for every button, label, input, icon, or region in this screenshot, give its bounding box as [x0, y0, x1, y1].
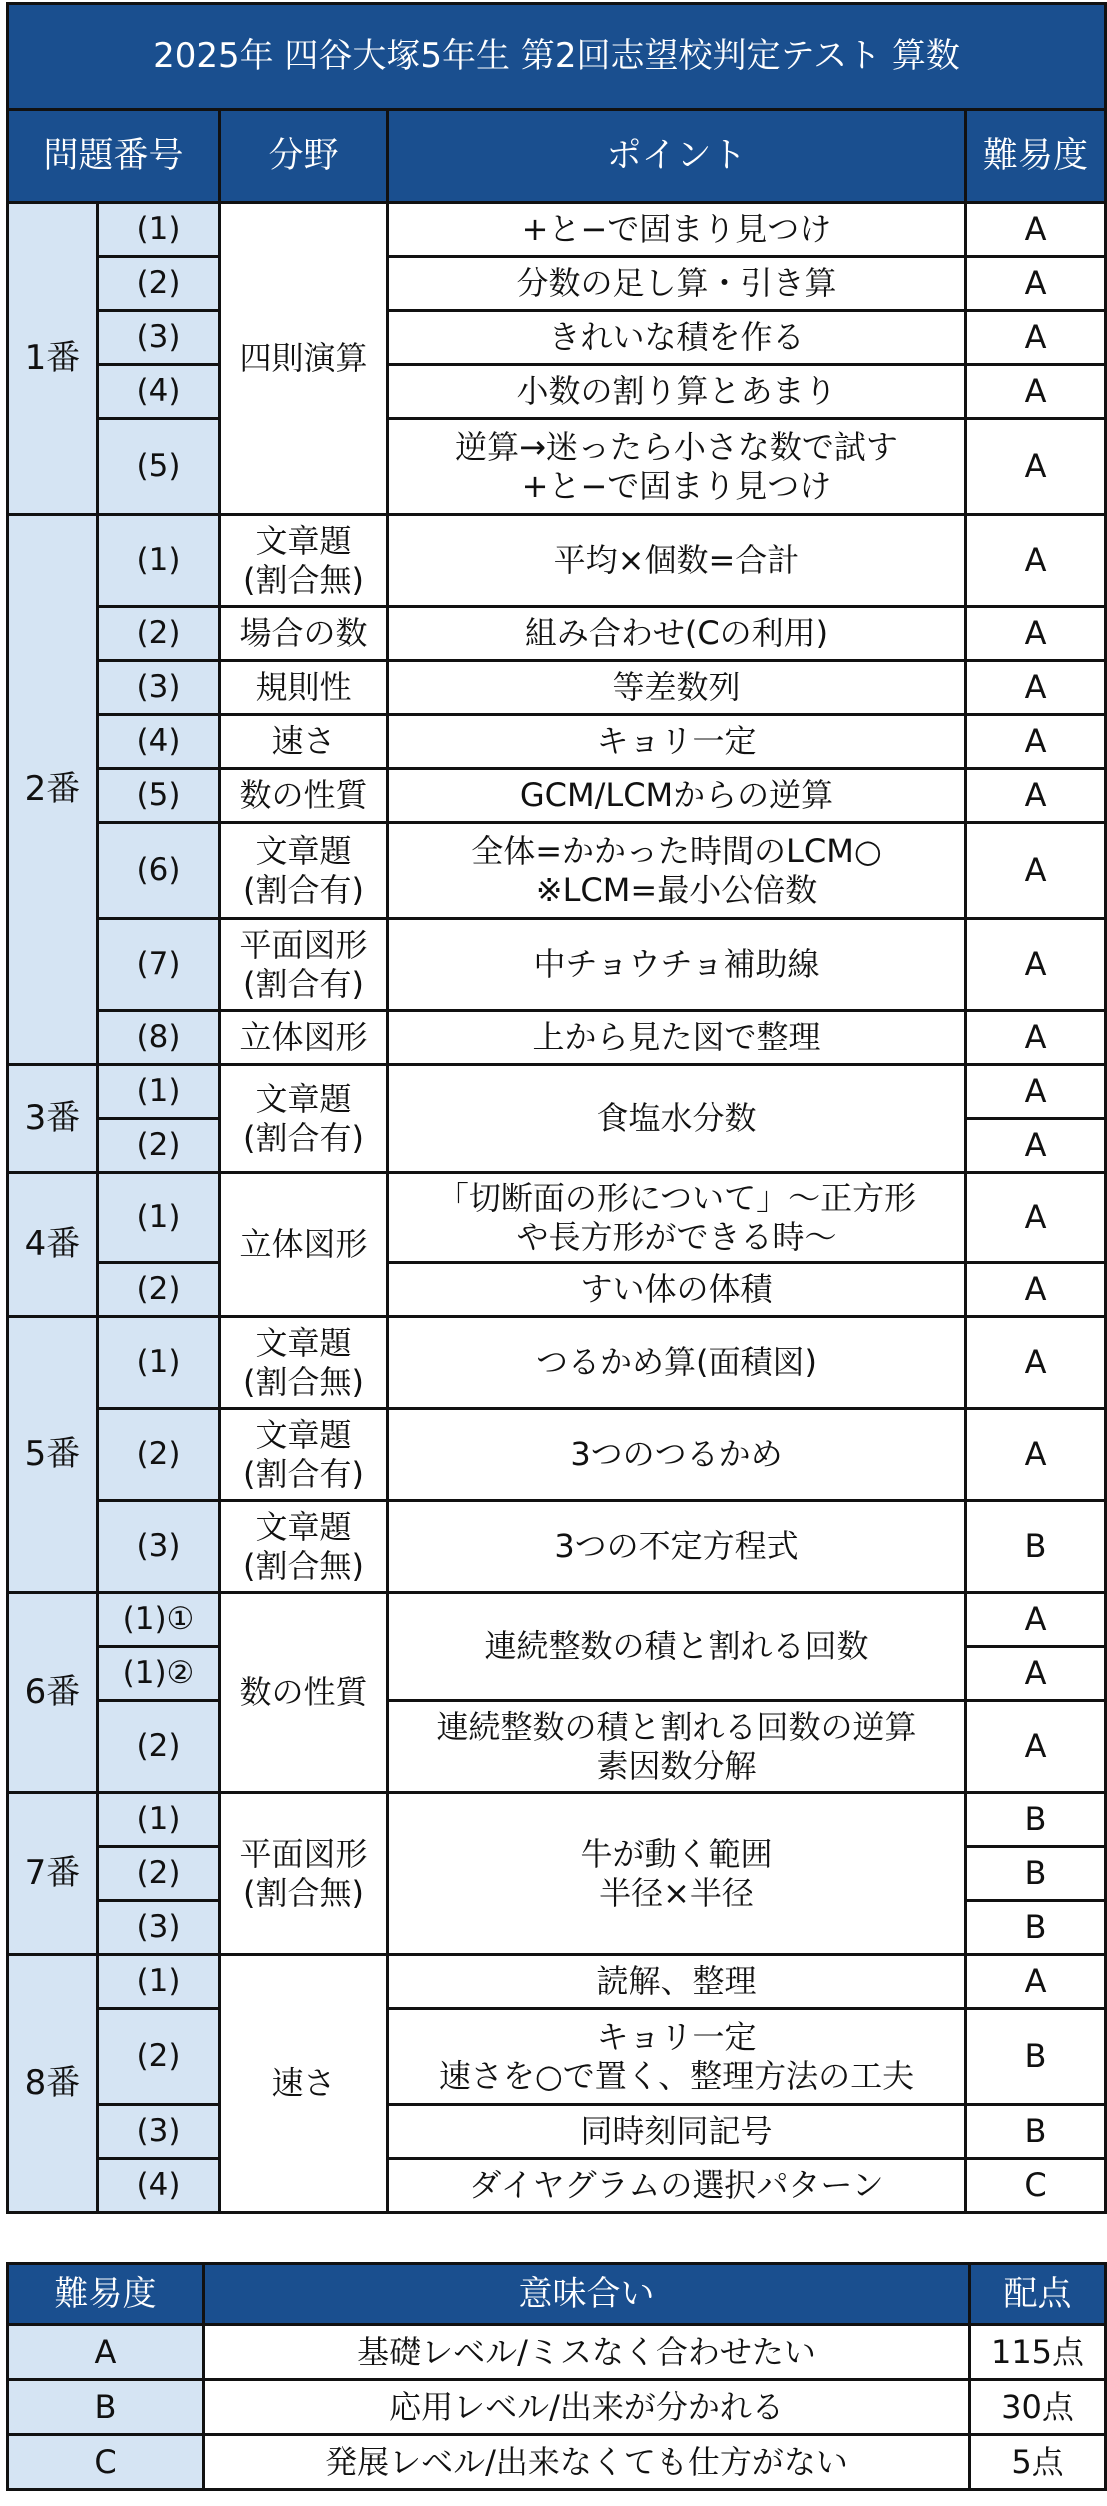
problem-number: 6番 — [8, 1593, 98, 1793]
difficulty-cell: A — [966, 1701, 1106, 1793]
point-cell: 食塩水分数 — [388, 1065, 966, 1173]
problem-table — [6, 2, 1107, 2214]
difficulty-cell: A — [966, 1409, 1106, 1501]
sub-number: (3) — [98, 311, 220, 365]
point-cell: 読解、整理 — [388, 1955, 966, 2009]
header-point: ポイント — [388, 110, 966, 203]
header-field: 分野 — [220, 110, 388, 203]
problem-number: 5番 — [8, 1317, 98, 1593]
point-cell: キョリ一定 速さを○で置く、整理方法の工夫 — [388, 2009, 966, 2105]
sub-number: (3) — [98, 661, 220, 715]
problem-number: 1番 — [8, 203, 98, 515]
point-cell: 全体=かかった時間のLCM○ ※LCM=最小公倍数 — [388, 823, 966, 919]
table-row — [8, 919, 1106, 1011]
sub-number: (2) — [98, 1263, 220, 1317]
field-cell: 文章題 (割合無) — [220, 515, 388, 607]
header-row — [8, 110, 1106, 203]
sub-number: (1) — [98, 1793, 220, 1847]
difficulty-cell: A — [966, 1317, 1106, 1409]
point-cell: 牛が動く範囲 半径×半径 — [388, 1793, 966, 1955]
sub-number: (3) — [98, 2105, 220, 2159]
field-cell: 文章題 (割合有) — [220, 1065, 388, 1173]
table-row — [8, 769, 1106, 823]
point-cell: 連続整数の積と割れる回数の逆算 素因数分解 — [388, 1701, 966, 1793]
problem-number: 7番 — [8, 1793, 98, 1955]
legend-meaning: 発展レベル/出来なくても仕方がない — [204, 2435, 970, 2490]
difficulty-cell: A — [966, 1119, 1106, 1173]
difficulty-cell: A — [966, 311, 1106, 365]
sub-number: (8) — [98, 1011, 220, 1065]
legend-grade: A — [8, 2325, 204, 2380]
sub-number: (1) — [98, 1173, 220, 1263]
sub-number: (1) — [98, 515, 220, 607]
difficulty-cell: A — [966, 1593, 1106, 1647]
point-cell: +と−で固まり見つけ — [388, 203, 966, 257]
difficulty-cell: A — [966, 1011, 1106, 1065]
table-row — [8, 419, 1106, 515]
legend-header-grade: 難易度 — [8, 2264, 204, 2325]
sub-number: (2) — [98, 1847, 220, 1901]
table-row — [8, 1065, 1106, 1119]
sub-number: (2) — [98, 1701, 220, 1793]
field-cell: 文章題 (割合有) — [220, 823, 388, 919]
difficulty-cell: A — [966, 1647, 1106, 1701]
point-cell: 上から見た図で整理 — [388, 1011, 966, 1065]
difficulty-cell: A — [966, 1173, 1106, 1263]
point-cell: キョリ一定 — [388, 715, 966, 769]
difficulty-cell: A — [966, 607, 1106, 661]
point-cell: 中チョウチョ補助線 — [388, 919, 966, 1011]
sub-number: (2) — [98, 2009, 220, 2105]
legend-points: 115点 — [970, 2325, 1106, 2380]
sub-number: (1)① — [98, 1593, 220, 1647]
sub-number: (3) — [98, 1501, 220, 1593]
point-cell: ダイヤグラムの選択パターン — [388, 2159, 966, 2213]
table-row — [8, 1701, 1106, 1793]
point-cell: 連続整数の積と割れる回数 — [388, 1593, 966, 1701]
problem-number: 3番 — [8, 1065, 98, 1173]
field-cell: 立体図形 — [220, 1173, 388, 1317]
table-row — [8, 2009, 1106, 2105]
point-cell: 分数の足し算・引き算 — [388, 257, 966, 311]
table-row — [8, 661, 1106, 715]
legend-meaning: 応用レベル/出来が分かれる — [204, 2380, 970, 2435]
field-cell: 文章題 (割合有) — [220, 1409, 388, 1501]
sub-number: (2) — [98, 1409, 220, 1501]
difficulty-cell: A — [966, 919, 1106, 1011]
table-row — [8, 1263, 1106, 1317]
difficulty-cell: A — [966, 257, 1106, 311]
header-difficulty: 難易度 — [966, 110, 1106, 203]
legend-header-row — [8, 2264, 1106, 2325]
difficulty-cell: A — [966, 1955, 1106, 2009]
table-row — [8, 2105, 1106, 2159]
difficulty-cell: B — [966, 2009, 1106, 2105]
sub-number: (1) — [98, 1065, 220, 1119]
sub-number: (1) — [98, 1317, 220, 1409]
legend-points: 30点 — [970, 2380, 1106, 2435]
point-cell: 等差数列 — [388, 661, 966, 715]
difficulty-cell: A — [966, 1263, 1106, 1317]
legend-grade: C — [8, 2435, 204, 2490]
difficulty-cell: A — [966, 515, 1106, 607]
legend-row — [8, 2380, 1106, 2435]
difficulty-cell: B — [966, 2105, 1106, 2159]
field-cell: 文章題 (割合無) — [220, 1501, 388, 1593]
field-cell: 立体図形 — [220, 1011, 388, 1065]
point-cell: 小数の割り算とあまり — [388, 365, 966, 419]
table-row — [8, 823, 1106, 919]
difficulty-cell: A — [966, 419, 1106, 515]
sub-number: (5) — [98, 419, 220, 515]
table-row — [8, 607, 1106, 661]
legend-header-meaning: 意味合い — [204, 2264, 970, 2325]
point-cell: 3つの不定方程式 — [388, 1501, 966, 1593]
difficulty-cell: B — [966, 1847, 1106, 1901]
legend-table — [6, 2262, 1107, 2491]
sub-number: (5) — [98, 769, 220, 823]
difficulty-cell: A — [966, 661, 1106, 715]
point-cell: 逆算→迷ったら小さな数で試す +と−で固まり見つけ — [388, 419, 966, 515]
difficulty-cell: B — [966, 1793, 1106, 1847]
legend-header-points: 配点 — [970, 2264, 1106, 2325]
table-row — [8, 257, 1106, 311]
field-cell: 速さ — [220, 715, 388, 769]
point-cell: 組み合わせ(Cの利用) — [388, 607, 966, 661]
difficulty-cell: A — [966, 203, 1106, 257]
table-row — [8, 203, 1106, 257]
table-row — [8, 1501, 1106, 1593]
point-cell: 平均×個数=合計 — [388, 515, 966, 607]
sub-number: (1) — [98, 1955, 220, 2009]
sub-number: (2) — [98, 257, 220, 311]
field-cell: 文章題 (割合無) — [220, 1317, 388, 1409]
difficulty-cell: C — [966, 2159, 1106, 2213]
page-title: 2025年 四谷大塚5年生 第2回志望校判定テスト 算数 — [8, 4, 1106, 110]
sub-number: (4) — [98, 2159, 220, 2213]
legend-meaning: 基礎レベル/ミスなく合わせたい — [204, 2325, 970, 2380]
table-row — [8, 311, 1106, 365]
point-cell: 同時刻同記号 — [388, 2105, 966, 2159]
point-cell: GCM/LCMからの逆算 — [388, 769, 966, 823]
field-cell: 平面図形 (割合無) — [220, 1793, 388, 1955]
field-cell: 平面図形 (割合有) — [220, 919, 388, 1011]
field-cell: 規則性 — [220, 661, 388, 715]
table-row — [8, 1793, 1106, 1847]
table-row — [8, 1409, 1106, 1501]
sub-number: (2) — [98, 1119, 220, 1173]
sub-number: (4) — [98, 715, 220, 769]
point-cell: 3つのつるかめ — [388, 1409, 966, 1501]
table-row — [8, 1173, 1106, 1263]
table-row — [8, 1011, 1106, 1065]
table-row — [8, 715, 1106, 769]
sub-number: (7) — [98, 919, 220, 1011]
table-row — [8, 1593, 1106, 1647]
point-cell: きれいな積を作る — [388, 311, 966, 365]
point-cell: つるかめ算(面積図) — [388, 1317, 966, 1409]
difficulty-cell: B — [966, 1901, 1106, 1955]
table-row — [8, 1955, 1106, 2009]
table-row — [8, 365, 1106, 419]
legend-row — [8, 2325, 1106, 2380]
difficulty-cell: A — [966, 769, 1106, 823]
point-cell: 「切断面の形について」〜正方形 や長方形ができる時〜 — [388, 1173, 966, 1263]
field-cell: 場合の数 — [220, 607, 388, 661]
sub-number: (3) — [98, 1901, 220, 1955]
problem-number: 2番 — [8, 515, 98, 1065]
sub-number: (1)② — [98, 1647, 220, 1701]
problem-number: 8番 — [8, 1955, 98, 2213]
header-problem: 問題番号 — [8, 110, 220, 203]
sub-number: (6) — [98, 823, 220, 919]
field-cell: 速さ — [220, 1955, 388, 2213]
difficulty-cell: A — [966, 1065, 1106, 1119]
point-cell: すい体の体積 — [388, 1263, 966, 1317]
difficulty-cell: A — [966, 823, 1106, 919]
field-cell: 四則演算 — [220, 203, 388, 515]
legend-grade: B — [8, 2380, 204, 2435]
table-row — [8, 2159, 1106, 2213]
legend-points: 5点 — [970, 2435, 1106, 2490]
field-cell: 数の性質 — [220, 769, 388, 823]
difficulty-cell: A — [966, 365, 1106, 419]
sub-number: (4) — [98, 365, 220, 419]
table-row — [8, 1317, 1106, 1409]
difficulty-cell: A — [966, 715, 1106, 769]
problem-number: 4番 — [8, 1173, 98, 1317]
table-row — [8, 515, 1106, 607]
legend-row — [8, 2435, 1106, 2490]
sub-number: (1) — [98, 203, 220, 257]
title-row — [8, 4, 1106, 110]
difficulty-cell: B — [966, 1501, 1106, 1593]
field-cell: 数の性質 — [220, 1593, 388, 1793]
sub-number: (2) — [98, 607, 220, 661]
